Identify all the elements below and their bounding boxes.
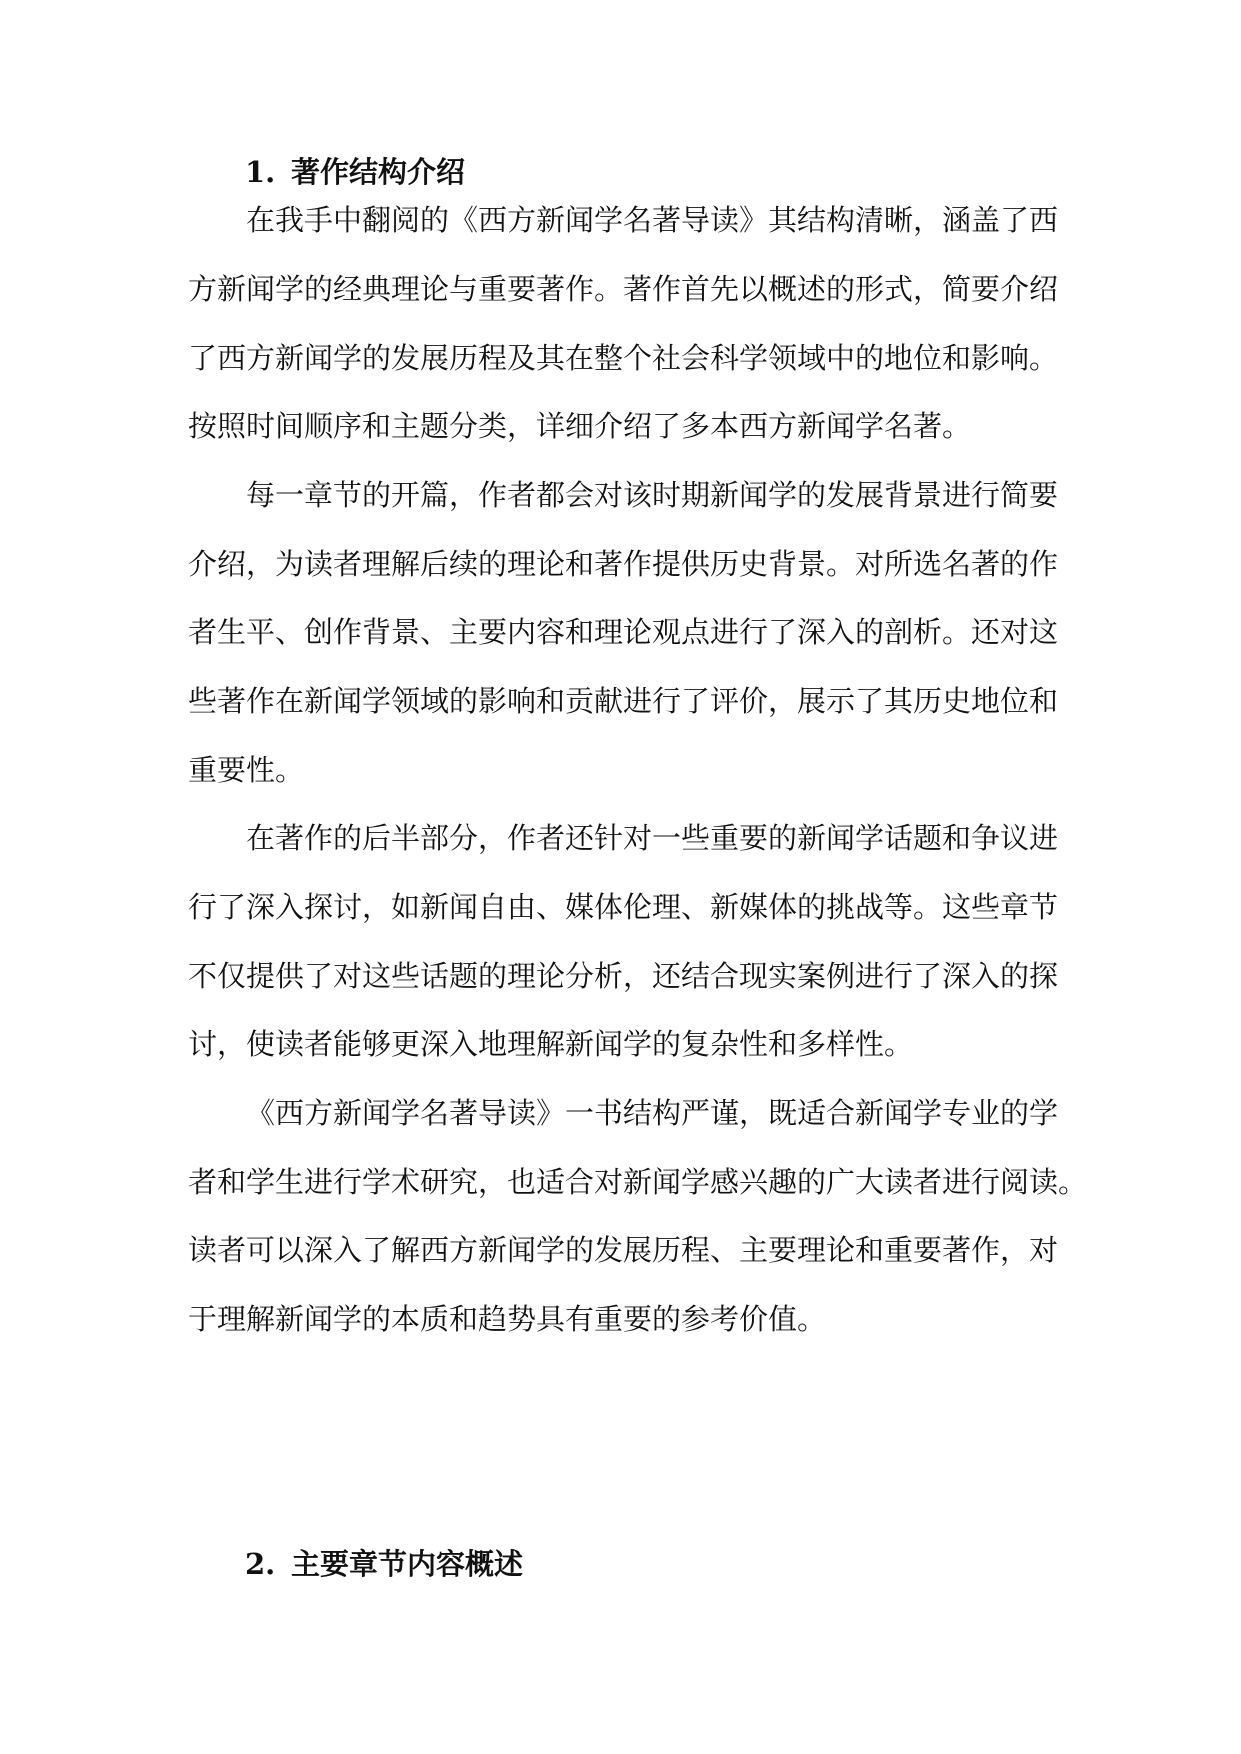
paragraph-line: 方新闻学的经典理论与重要著作。著作首先以概述的形式，简要介绍: [188, 272, 1059, 306]
section-number: 2.: [245, 1547, 276, 1581]
paragraph-line: 重要性。: [188, 753, 305, 787]
paragraph-line: 介绍，为读者理解后续的理论和著作提供历史背景。对所选名著的作: [188, 547, 1059, 581]
paragraph-line: 者和学生进行学术研究，也适合对新闻学感兴趣的广大读者进行阅读。: [188, 1165, 1088, 1199]
section-title: 著作结构介绍: [291, 155, 466, 189]
paragraph-line: 了西方新闻学的发展历程及其在整个社会科学领域中的地位和影响。: [188, 341, 1059, 375]
paragraph-line: 在我手中翻阅的《西方新闻学名著导读》其结构清晰，涵盖了西: [246, 203, 1059, 237]
paragraph-line: 些著作在新闻学领域的影响和贡献进行了评价，展示了其历史地位和: [188, 684, 1059, 718]
paragraph-line: 在著作的后半部分，作者还针对一些重要的新闻学话题和争议进: [246, 821, 1059, 855]
paragraph-line: 讨，使读者能够更深入地理解新闻学的复杂性和多样性。: [188, 1027, 914, 1061]
paragraph-line: 不仅提供了对这些话题的理论分析，还结合现实案例进行了深入的探: [188, 959, 1059, 993]
paragraph-line: 于理解新闻学的本质和趋势具有重要的参考价值。: [188, 1302, 827, 1336]
paragraph-line: 每一章节的开篇，作者都会对该时期新闻学的发展背景进行简要: [246, 478, 1059, 512]
section-number: 1.: [245, 155, 276, 189]
paragraph-line: 《西方新闻学名著导读》一书结构严谨，既适合新闻学专业的学: [246, 1096, 1059, 1130]
section-heading-2: [245, 1544, 523, 1584]
paragraph-line: 按照时间顺序和主题分类，详细介绍了多本西方新闻学名著。: [188, 409, 972, 443]
section-title: 主要章节内容概述: [291, 1547, 524, 1581]
paragraph-line: 者生平、创作背景、主要内容和理论观点进行了深入的剖析。还对这: [188, 615, 1059, 649]
section-heading-1: [245, 152, 465, 192]
paragraph-line: 读者可以深入了解西方新闻学的发展历程、主要理论和重要著作，对: [188, 1233, 1059, 1267]
paragraph-line: 行了深入探讨，如新闻自由、媒体伦理、新媒体的挑战等。这些章节: [188, 890, 1059, 924]
